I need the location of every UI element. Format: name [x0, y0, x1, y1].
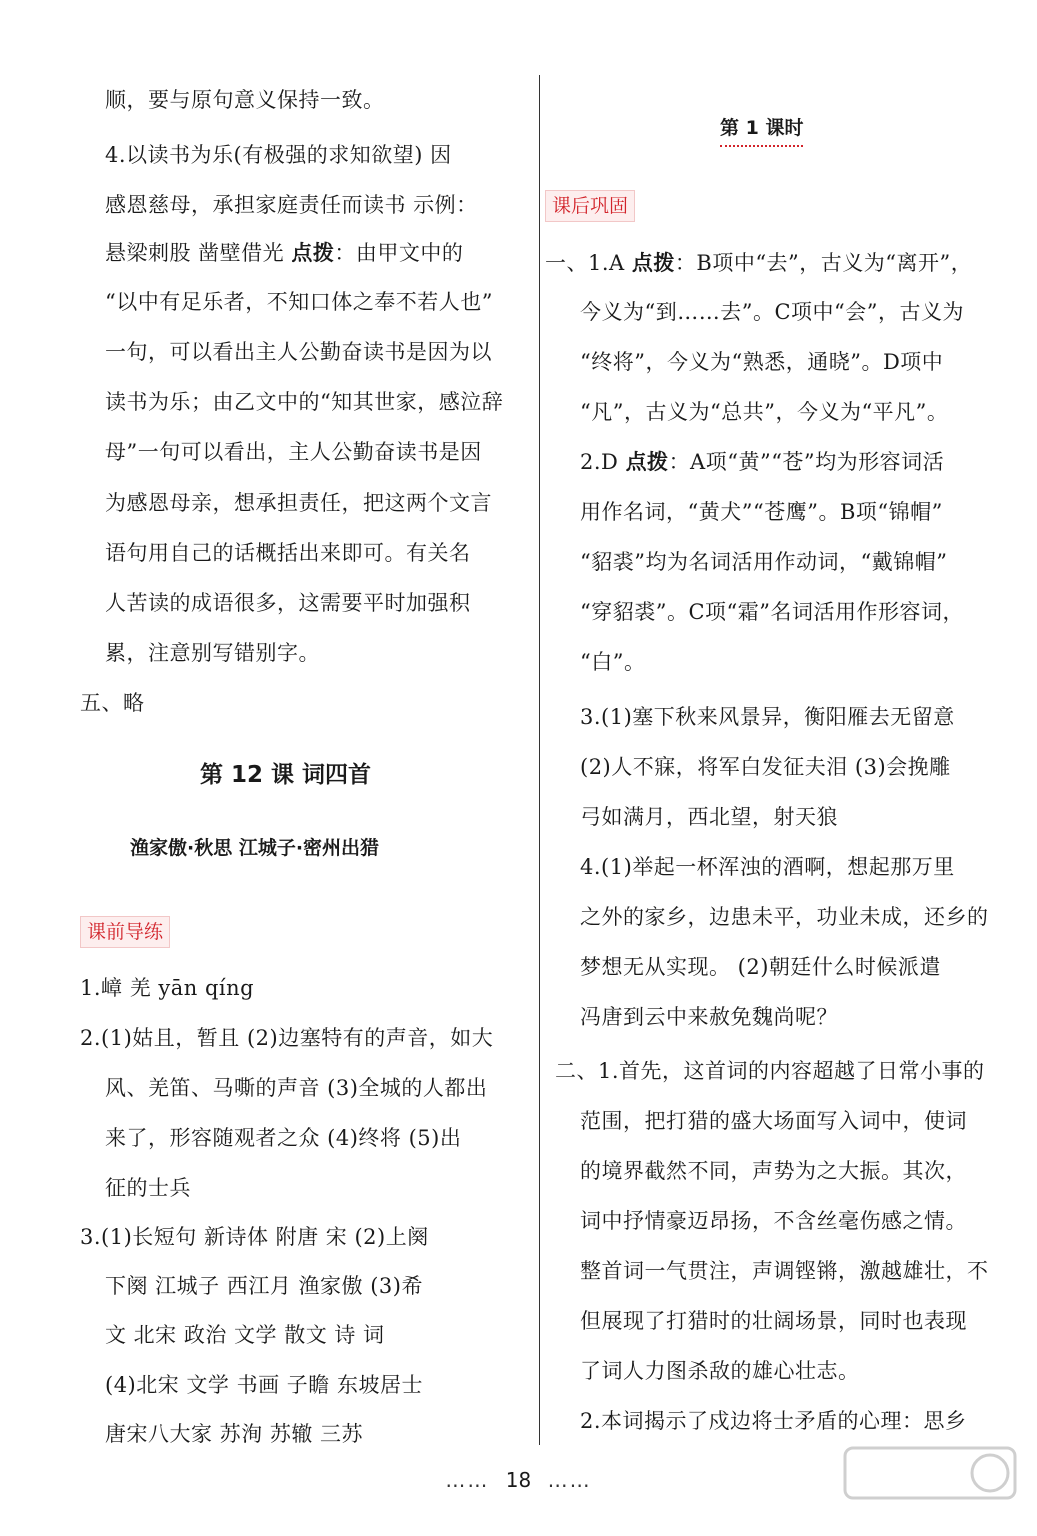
text-line: 范围，把打猎的盛大场面写入词中，使词 — [580, 1109, 967, 1133]
text-line: 词中抒情豪迈昂扬，不含丝毫伤感之情。 — [580, 1209, 967, 1233]
text-line: 二、1.首先，这首词的内容超越了日常小事的 — [555, 1059, 985, 1083]
section-tag-prelesson: 课前导练 — [80, 916, 170, 948]
text-line: (2)人不寐，将军白发征夫泪 (3)会挽雕 — [580, 755, 951, 779]
column-divider — [539, 75, 540, 1445]
page-number: 18 — [505, 1468, 532, 1492]
answer-line: 1.嶂 羌 yān qíng — [80, 976, 255, 1000]
text-line: 但展现了打猎时的壮阔场景，同时也表现 — [580, 1309, 967, 1333]
answer-line: 2.(1)姑且，暂且 (2)边塞特有的声音，如大 — [80, 1026, 494, 1050]
answer-line: 下阕 江城子 西江月 渔家傲 (3)希 — [105, 1274, 423, 1298]
text-line: 累，注意别写错别字。 — [105, 641, 320, 665]
text-line — [105, 238, 463, 268]
answer-line: (4)北宋 文学 书画 子瞻 东坡居士 — [105, 1373, 423, 1397]
lesson-period-heading: 第 1 课时 — [720, 113, 803, 147]
line-pre: 一、1.A — [545, 251, 632, 275]
text-line: 4.以读书为乐(有极强的求知欲望) 因 — [105, 143, 452, 167]
text-line: 读书为乐；由乙文中的“知其世家，感泣辞 — [105, 390, 504, 414]
text-line: “以中有足乐者，不知口体之奉不若人也” — [105, 290, 493, 314]
text-line: 顺，要与原句意义保持一致。 — [105, 88, 385, 112]
hint-label: 点拨 — [625, 449, 669, 474]
text-line: “终将”，今义为“熟悉，通晓”。D项中 — [580, 350, 944, 374]
answer-line: 唐宋八大家 苏洵 苏辙 三苏 — [105, 1422, 364, 1446]
watermark-logo — [840, 1440, 1020, 1530]
footer-dots-right: …… — [547, 1468, 592, 1492]
hint-label: 点拨 — [291, 240, 335, 265]
line-pre: 2.D — [580, 450, 626, 474]
answer-line: 风、羌笛、马嘶的声音 (3)全城的人都出 — [105, 1076, 488, 1100]
text-line: 整首词一气贯注，声调铿锵，激越雄壮，不 — [580, 1259, 989, 1283]
text-line: 为感恩母亲，想承担责任，把这两个文言 — [105, 491, 492, 515]
text-line: 冯唐到云中来赦免魏尚呢？ — [580, 1005, 838, 1029]
text-line: 母”一句可以看出，主人公勤奋读书是因 — [105, 440, 482, 464]
text-line: 人苦读的成语很多，这需要平时加强积 — [105, 591, 471, 615]
text-line: 语句用自己的话概括出来即可。有关名 — [105, 541, 471, 565]
text-line: 2.本词揭示了戍边将士矛盾的心理：思乡 — [580, 1409, 967, 1433]
text-line: 了词人力图杀敌的雄心壮志。 — [580, 1359, 860, 1383]
text-line: 的境界截然不同，声势为之大振。其次， — [580, 1159, 967, 1183]
text-line: 一句，可以看出主人公勤奋读书是因为以 — [105, 340, 492, 364]
text-line: “貂裘”均为名词活用作动词，“戴锦帽” — [580, 550, 948, 574]
text-line: 之外的家乡，边患未平，功业未成，还乡的 — [580, 905, 989, 929]
text-line — [580, 447, 944, 477]
text-line: “白”。 — [580, 650, 646, 674]
text-line — [545, 248, 972, 278]
text-line: 4.(1)举起一杯浑浊的酒啊，想起那万里 — [580, 855, 955, 879]
answer-line: 来了，形容随观者之众 (4)终将 (5)出 — [105, 1126, 462, 1150]
text-line: 感恩慈母，承担家庭责任而读书 示例： — [105, 193, 478, 217]
footer-dots-left: …… — [445, 1468, 490, 1492]
answer-line: 3.(1)长短句 新诗体 附唐 宋 (2)上阕 — [80, 1225, 429, 1249]
section-tag-postlesson: 课后巩固 — [545, 190, 635, 222]
text-line: “穿貂裘”。C项“霜”名词活用作形容词， — [580, 600, 965, 624]
answer-line: 文 北宋 政治 文学 散文 诗 词 — [105, 1323, 385, 1347]
lesson-title: 第 12 课 词四首 — [200, 762, 372, 788]
text-line: 3.(1)塞下秋来风景异，衡阳雁去无留意 — [580, 705, 955, 729]
text-line: 弓如满月，西北望，射天狼 — [580, 805, 838, 829]
line-post: ：由甲文中的 — [334, 241, 464, 265]
text-line: 今义为“到……去”。C项中“会”，古义为 — [580, 300, 965, 324]
line-post: ：A项“黄”“苍”均为形容词活 — [668, 450, 945, 474]
answer-line: 征的士兵 — [105, 1176, 191, 1200]
lesson-subtitle: 渔家傲·秋思 江城子·密州出猎 — [130, 837, 380, 859]
section-five: 五、略 — [80, 691, 145, 715]
text-line: 梦想无从实现。 (2)朝廷什么时候派遣 — [580, 955, 941, 979]
text-line: “凡”，古义为“总共”，今义为“平凡”。 — [580, 400, 949, 424]
line-post: ：B项中“去”，古义为“离开”， — [674, 251, 973, 275]
text-line: 用作名词，“黄犬”“苍鹰”。B项“锦帽” — [580, 500, 943, 524]
hint-label: 点拨 — [631, 250, 675, 275]
line-pre: 悬梁刺股 凿壁借光 — [105, 241, 292, 265]
